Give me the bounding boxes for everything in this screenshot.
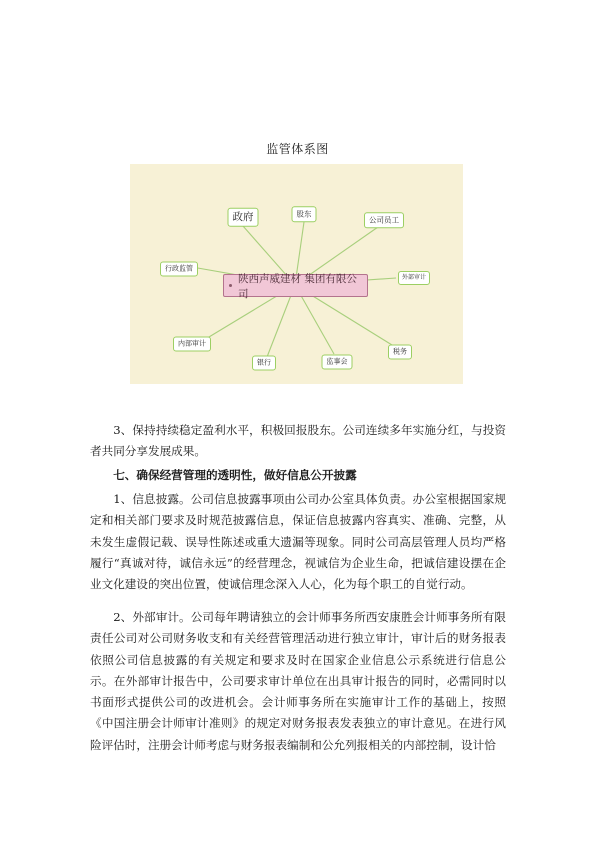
node-administrative-supervision: 行政监管 — [160, 262, 198, 277]
paragraph-external-audit: 2、外部审计。公司每年聘请独立的会计师事务所西安康胜会计师事务所有限责任公司对公司财务收支和有关经营管理活动进行独立审计，审计后的财务报表依照公司信息披露的有关规定和要求及时在国家企业信息公示系统进行信息公示。在外部审计报告中，公司要求审计单位在出具审计报告的同时，必需同时以书面形式提供公司的改进机会。会计师事务所在实施审计工作的基础上，按照《中国注册会计师审计准则》的规定对财务报表发表独立的审计意见。在进行风险评估时，注册会计师考虑与财务报表编制和公允列报相关的内部控制，设计恰 — [90, 610, 506, 752]
paragraph-info-disclosure: 1、信息披露。公司信息披露事项由公司办公室具体负责。办公室根据国家规定和相关部门要求及时规范披露信息，保证信息披露内容真实、准确、完整，从未发生虚假记载、误导性陈述或重大遗漏等现象。同时公司高层管理人员均严格履行“真诚对待，诚信永远”的经营理念，视诚信为企业生命，把诚信建设摆在企业文化建设的突出位置，使诚信理念深入人心，化为每个职工的自觉行动。 — [90, 492, 506, 592]
node-company-center — [223, 272, 368, 300]
node-internal-audit: 内部审计 — [173, 337, 211, 352]
center-node-label: 陕西声威建材 集团有限公司 — [238, 272, 357, 300]
node-external-audit: 外部审计 — [398, 271, 430, 285]
node-bank: 银行 — [252, 356, 276, 371]
supervision-mind-map — [130, 164, 463, 384]
node-government: 政府 — [228, 208, 259, 227]
section-heading-7: 七、确保经营管理的透明性，做好信息公开披露 — [113, 468, 357, 482]
node-employees: 公司员工 — [364, 212, 404, 228]
node-taxation: 税务 — [388, 345, 412, 360]
figure-caption: 监管体系图 — [266, 142, 329, 156]
paragraph-dividend: 3、保持持续稳定盈利水平，积极回报股东。公司连续多年实施分红，与投资者共同分享发展成果。 — [90, 423, 506, 459]
bullet-dot — [229, 284, 232, 287]
node-supervisory-board: 监事会 — [322, 355, 353, 370]
node-shareholders: 股东 — [292, 206, 317, 222]
